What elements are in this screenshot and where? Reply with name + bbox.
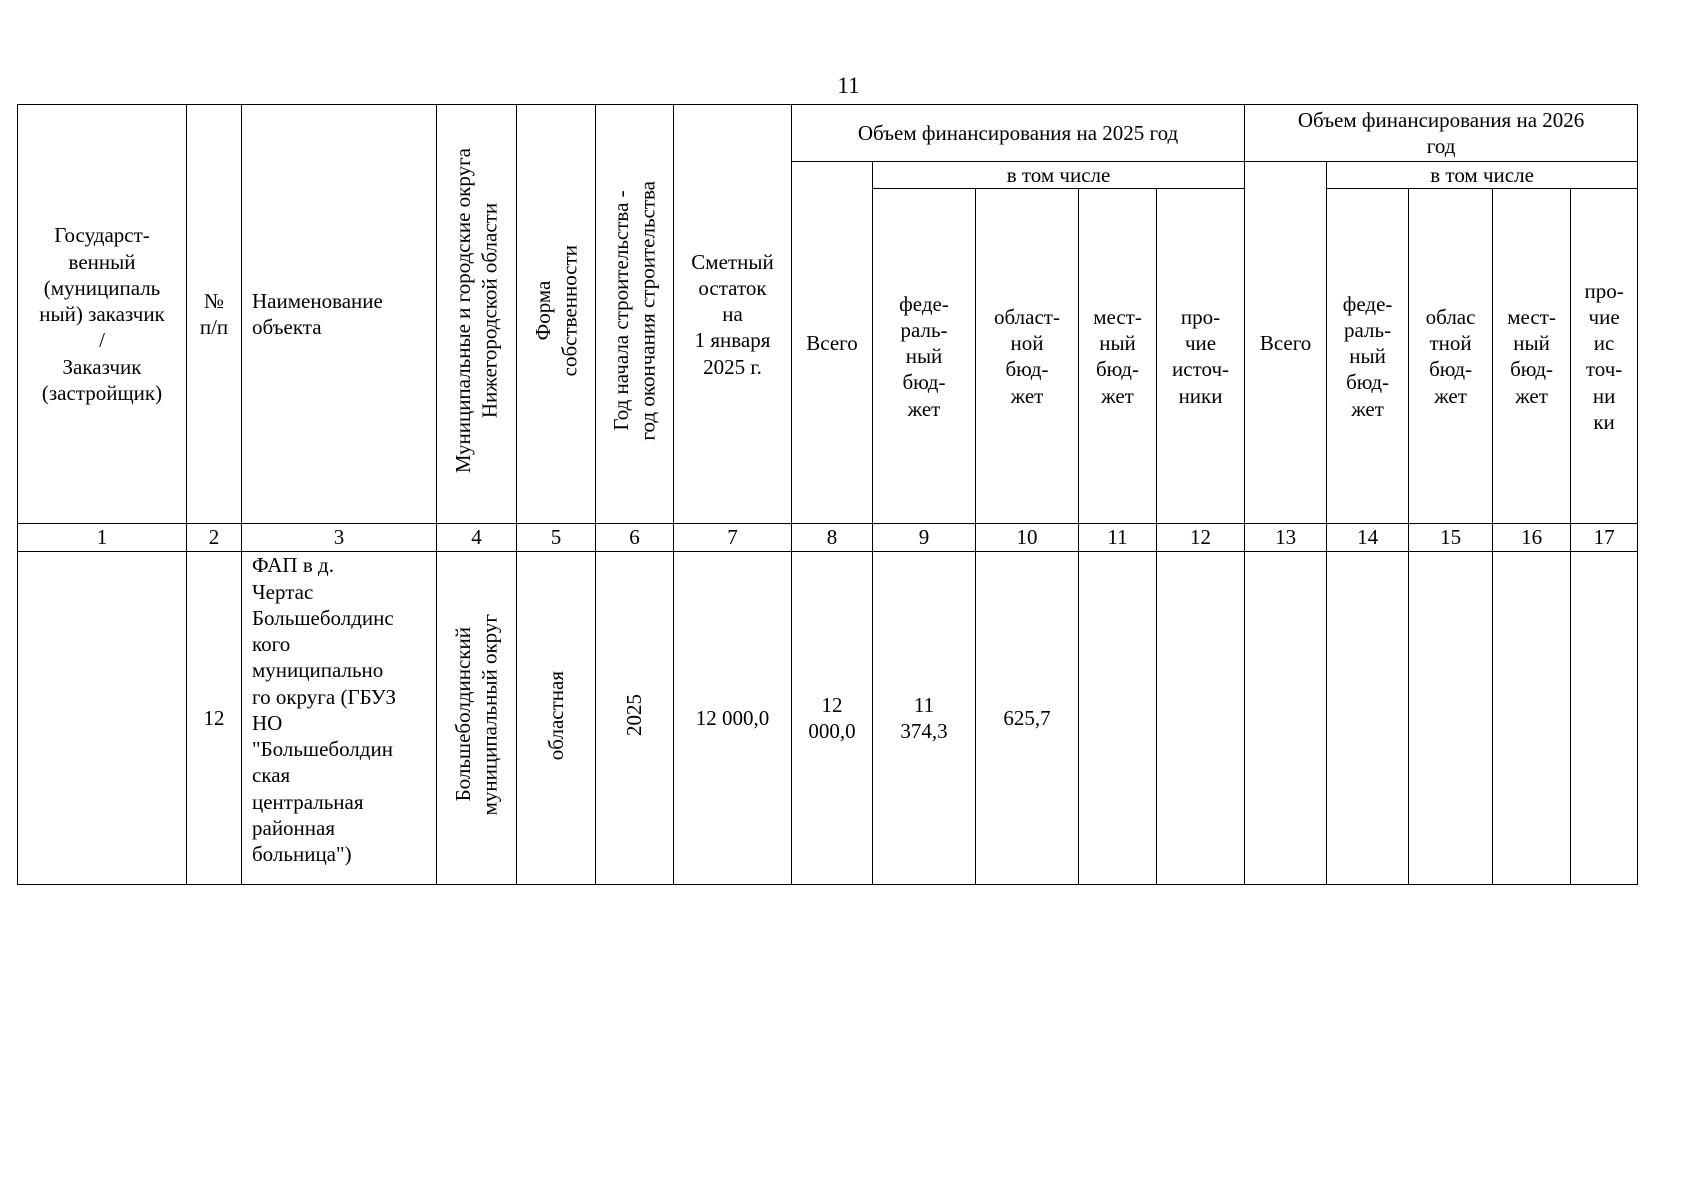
cell-municipality-text: Большеболдинский муниципальный округ (451, 614, 502, 816)
header-including-2025: в том числе (873, 162, 1245, 189)
cell-object-name-text: ФАП в д. Чертас Большеболдинс кого муниципально го округа (ГБУЗ НО "Большеболдин ская центральная районная больница") (252, 553, 397, 866)
column-number: 3 (242, 524, 437, 552)
header-municipality-text: Муниципальные и городские округа Нижегородской области (451, 148, 502, 474)
column-number: 11 (1079, 524, 1157, 552)
cell-object-name (242, 552, 437, 885)
cell-ownership (517, 552, 596, 885)
cell-years (596, 552, 674, 885)
header-number: № п/п (187, 105, 242, 524)
column-number: 14 (1327, 524, 1409, 552)
header-object-name: Наименование объекта (242, 105, 437, 524)
column-number: 13 (1245, 524, 1327, 552)
cell-ownership-text: областная (543, 670, 568, 760)
header-local-2025: мест- ный бюд- жет (1079, 189, 1157, 524)
column-number: 15 (1409, 524, 1493, 552)
column-number: 4 (437, 524, 517, 552)
cell-customer (18, 552, 187, 885)
column-number: 17 (1571, 524, 1638, 552)
cell-local-2025 (1079, 552, 1157, 885)
column-number: 1 (18, 524, 187, 552)
header-regional-2026: облас тной бюд- жет (1409, 189, 1493, 524)
cell-other-2025 (1157, 552, 1245, 885)
cell-other-2026 (1571, 552, 1638, 885)
column-number: 8 (792, 524, 873, 552)
column-number: 16 (1493, 524, 1571, 552)
column-number: 6 (596, 524, 674, 552)
header-years (596, 105, 674, 524)
cell-remainder: 12 000,0 (674, 552, 792, 885)
cell-regional-2026 (1409, 552, 1493, 885)
column-number: 2 (187, 524, 242, 552)
cell-municipality (437, 552, 517, 885)
cell-number: 12 (187, 552, 242, 885)
header-total-2025: Всего (792, 162, 873, 524)
column-number: 5 (517, 524, 596, 552)
header-funding-2025: Объем финансирования на 2025 год (792, 105, 1245, 162)
header-ownership-text: Форма собственности (530, 245, 581, 377)
column-number: 10 (976, 524, 1079, 552)
cell-years-text: 2025 (622, 694, 647, 737)
header-total-2026: Всего (1245, 162, 1327, 524)
cell-total-2026 (1245, 552, 1327, 885)
header-regional-2025: област- ной бюд- жет (976, 189, 1079, 524)
funding-table (17, 104, 1638, 885)
header-other-2025: про- чие источ- ники (1157, 189, 1245, 524)
header-federal-2025: феде- раль- ный бюд- жет (873, 189, 976, 524)
header-local-2026: мест- ный бюд- жет (1493, 189, 1571, 524)
header-funding-2026: Объем финансирования на 2026 год (1245, 105, 1638, 162)
header-ownership (517, 105, 596, 524)
page-number: 11 (837, 73, 860, 98)
column-number: 7 (674, 524, 792, 552)
cell-total-2025: 12 000,0 (792, 552, 873, 885)
header-other-2026: про- чие ис точ- ни ки (1571, 189, 1638, 524)
column-number: 9 (873, 524, 976, 552)
header-municipality (437, 105, 517, 524)
cell-federal-2026 (1327, 552, 1409, 885)
header-years-text: Год начала строительства - год окончания строительства (609, 181, 660, 441)
cell-regional-2025: 625,7 (976, 552, 1079, 885)
header-customer: Государст- венный (муниципаль ный) заказчик / Заказчик (застройщик) (18, 105, 187, 524)
cell-local-2026 (1493, 552, 1571, 885)
cell-federal-2025: 11 374,3 (873, 552, 976, 885)
header-federal-2026: феде- раль- ный бюд- жет (1327, 189, 1409, 524)
column-number: 12 (1157, 524, 1245, 552)
table-row (18, 552, 1638, 885)
header-remainder: Сметный остаток на 1 января 2025 г. (674, 105, 792, 524)
header-including-2026: в том числе (1327, 162, 1638, 189)
